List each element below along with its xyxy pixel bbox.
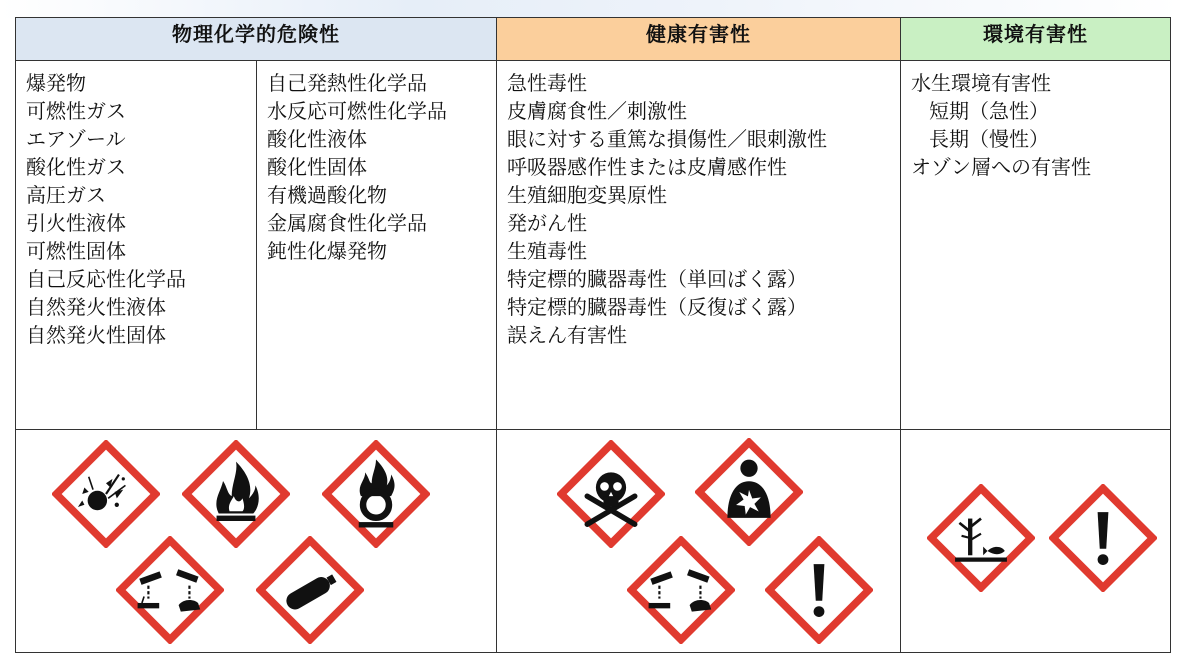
physical-list-col2-cell bbox=[257, 61, 497, 430]
header-environment: 環境有害性 bbox=[901, 18, 1171, 61]
list-item: 生殖細胞変異原性 bbox=[507, 183, 667, 207]
list-item: 高圧ガス bbox=[26, 183, 106, 207]
list-item: 眼に対する重篤な損傷性／眼刺激性 bbox=[507, 127, 827, 151]
skull-crossbones-icon bbox=[557, 440, 665, 548]
flame-over-circle-icon bbox=[322, 440, 430, 548]
list-item: 生殖毒性 bbox=[507, 239, 587, 263]
list-item: オゾン層への有害性 bbox=[911, 155, 1091, 179]
corrosion-icon bbox=[627, 536, 735, 644]
list-item: 酸化性ガス bbox=[26, 155, 126, 179]
flame-icon bbox=[182, 440, 290, 548]
list-item: 特定標的臓器毒性（単回ばく露） bbox=[507, 267, 807, 291]
corrosion-icon bbox=[116, 536, 224, 644]
gas-cylinder-icon bbox=[256, 536, 364, 644]
list-item: 鈍性化爆発物 bbox=[267, 239, 387, 263]
physical-list-col1 bbox=[16, 61, 256, 349]
exclamation-mark-icon bbox=[765, 536, 873, 644]
list-item: 誤えん有害性 bbox=[507, 323, 627, 347]
list-item: 自然発火性液体 bbox=[26, 295, 166, 319]
list-item: 皮膚腐食性／刺激性 bbox=[507, 99, 687, 123]
physical-list-col1-cell bbox=[16, 61, 257, 430]
list-item: 短期（急性） bbox=[929, 99, 1049, 123]
list-item: 可燃性ガス bbox=[26, 99, 126, 123]
top-gradient bbox=[0, 0, 1181, 18]
list-item: 水反応可燃性化学品 bbox=[267, 99, 447, 123]
health-pictograms-cell bbox=[497, 430, 901, 653]
health-hazard-icon bbox=[695, 438, 803, 546]
list-item: 水生環境有害性 bbox=[911, 71, 1051, 95]
list-item: 金属腐食性化学品 bbox=[267, 211, 427, 235]
list-item: 自然発火性固体 bbox=[26, 323, 166, 347]
exploding-bomb-icon bbox=[52, 440, 160, 548]
list-item: 酸化性液体 bbox=[267, 127, 367, 151]
environment-icon bbox=[927, 484, 1035, 592]
physical-list-col2 bbox=[257, 61, 496, 265]
list-item: 急性毒性 bbox=[507, 71, 587, 95]
list-item: 引火性液体 bbox=[26, 211, 126, 235]
header-physical: 物理化学的危険性 bbox=[16, 18, 497, 61]
list-item: 酸化性固体 bbox=[267, 155, 367, 179]
ghs-hazard-table bbox=[15, 17, 1171, 653]
health-list-cell bbox=[497, 61, 901, 430]
list-item: 有機過酸化物 bbox=[267, 183, 387, 207]
list-item: 呼吸器感作性または皮膚感作性 bbox=[507, 155, 787, 179]
list-item: エアゾール bbox=[26, 127, 126, 151]
list-item: 長期（慢性） bbox=[929, 127, 1049, 151]
health-list bbox=[497, 61, 900, 349]
list-item: 発がん性 bbox=[507, 211, 587, 235]
list-item: 特定標的臓器毒性（反復ばく露） bbox=[507, 295, 807, 319]
physical-pictograms-cell bbox=[16, 430, 497, 653]
environment-pictograms-cell bbox=[901, 430, 1171, 653]
list-item: 可燃性固体 bbox=[26, 239, 126, 263]
header-health: 健康有害性 bbox=[497, 18, 901, 61]
environment-list-cell bbox=[901, 61, 1171, 430]
list-item: 爆発物 bbox=[26, 71, 86, 95]
environment-list bbox=[901, 61, 1170, 181]
list-item: 自己反応性化学品 bbox=[26, 267, 186, 291]
list-item: 自己発熱性化学品 bbox=[267, 71, 427, 95]
exclamation-mark-icon bbox=[1049, 484, 1157, 592]
